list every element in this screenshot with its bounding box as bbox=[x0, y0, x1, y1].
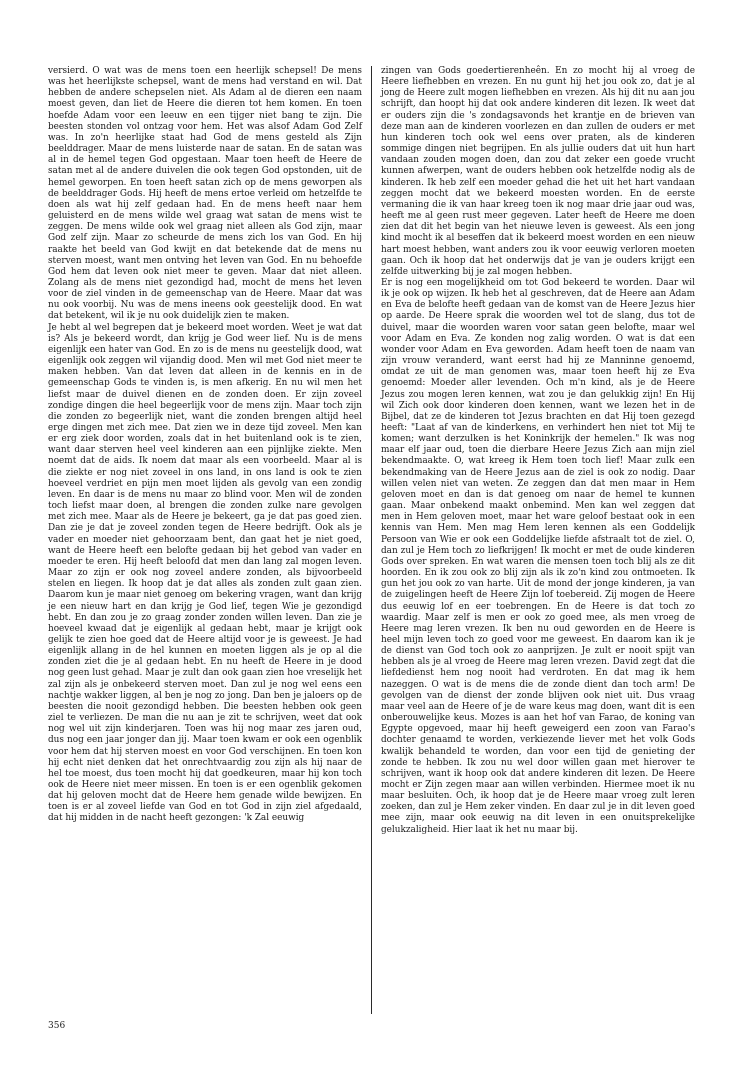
right-column bbox=[381, 66, 695, 836]
paragraph: Er is nog een mogelijkheid om tot God bekeerd te worden. Daar wil ik je ook op wijzen. Ik heb het al geschreven, dat de Heere aan Adam en Eva de belofte heeft gedaan van de komst van de Heere Jezus hier op aarde. De Heere sprak die woorden wel tot de slang, dus tot de duivel, maar die woorden waren voor satan geen belofte, maar wel voor Adam en Eva. Ze konden nog zalig worden. O wat is dat een wonder voor Adam en Eva geworden. Adam heeft toen de naam van zijn vrouw veranderd, want eerst had hij ze Manninne genoemd, omdat ze uit de man genomen was, maar toen heeft hij ze Eva genoemd: Moeder aller levenden. Och m'n kind, als je de Heere Jezus zou mogen leren kennen, wat zou je dan gelukkig zijn! En Hij wil Zich ook door kinderen doen kennen, want we lezen het in de Bijbel, dat ze de kinderen tot Jezus brachten en dat Hij toen gezegd heeft: "Laat af van de kinderkens, en verhindert hen niet tot Mij te komen; want derzulken is het Koninkrijk der hemelen." Ik was nog maar elf jaar oud, toen die dierbare Heere Jezus Zich aan mijn ziel bekendmaakte. O, wat kreeg ik Hem toen toch lief! Maar zulk een bekendmaking van de Heere Jezus aan de ziel is ook zo nodig. Daar willen velen niet van weten. Ze zeggen dan dat men maar in Hem geloven moet en dan is dat genoeg om naar de hemel te kunnen gaan. Maar onbekend maakt onbemind. Men kan wel zeggen dat men in Hem geloven moet, maar het ware geloof bestaat ook in een kennis van Hem. Men mag Hem leren kennen als een Goddelijk Persoon van Wie er ook een Goddelijke liefde afstraalt tot de ziel. O, dan zul je Hem toch zo liefkrijgen! Ik mocht er met de oude kinderen Gods over spreken. En wat waren die mensen toen toch blij als ze dit hoorden. En ik zou ook zo blij zijn als ik zo'n kind zou ontmoeten. Ik gun het jou ook zo van harte. Uit de mond der jonge kinderen, ja van de zuigelingen heeft de Heere Zijn lof toebereid. Zij mogen de Heere dus eeuwig lof en eer toebrengen. En de Heere is dat toch zo waardig. Maar zelf is men er ook zo goed mee, als men vroeg de Heere mag leren vrezen. Ik ben nu oud geworden en de Heere is heel mijn leven toch zo goed voor me geweest. En daarom kan ik je de dienst van God toch ook zo aanprijzen. Je zult er nooit spijt van hebben als je al vroeg de Heere mag leren vrezen. David zegt dat die liefdedienst hem nog nooit had verdroten. En dat mag ik hem nazeggen. O wat is de mens die de zonde dient dan toch arm! De gevolgen van de dienst der zonde blijven ook niet uit. Dus vraag maar veel aan de Heere of je de ware keus mag doen, want dit is een onberouwelijke keus. Mozes is aan het hof van Farao, de koning van Egypte opgevoed, maar hij heeft geweigerd een zoon van Farao's dochter genaamd te worden, verkiezende liever met het volk Gods kwalijk behandeld te worden, dan voor een tijd de genieting der zonde te hebben. Ik zou nu wel door willen gaan met hierover te schrijven, want ik hoop ook dat andere kinderen dit lezen. De Heere mocht er Zijn zegen maar aan willen verbinden. Hiermee moet ik nu maar besluiten. Och, ik hoop dat je de Heere maar vroeg zult leren zoeken, dan zul je Hem zeker vinden. En daar zul je in dit leven goed mee zijn, maar ook eeuwig na dit leven in een onuitsprekelijke gelukzaligheid. Hier laat ik het nu maar bij. bbox=[381, 277, 695, 835]
left-column bbox=[48, 66, 362, 825]
paragraph: Je hebt al wel begrepen dat je bekeerd moet worden. Weet je wat dat is? Als je bekeerd wordt, dan krijg je God weer lief. Nu is de mens eigenlijk een hater van God. En zo is de mens nu geestelijk dood, wat eigenlijk ook zeggen wil vijandig dood. Men wil met God niet meer te maken hebben. Van dat leven dat alleen in de kennis en in de gemeenschap Gods te vinden is, is men afkerig. En nu wil men het liefst maar de duivel dienen en de zonden doen. Er zijn zoveel zondige dingen die heel begeerlijk voor de mens zijn. Maar toch zijn die zonden zo begeerlijk niet, want die zonden brengen altijd heel erge dingen met zich mee. Dat zien we in deze tijd zoveel. Men kan er erg ziek door worden, zoals dat in het buitenland ook is te zien, want daar sterven heel veel kinderen aan een pijnlijke ziekte. Men noemt dat de aids. Ik noem dat maar als een voorbeeld. Maar al is die ziekte er nog niet zoveel in ons land, in ons land is ook te zien hoeveel verdriet en pijn men moet lijden als gevolg van een zondig leven. En daar is de mens nu maar zo blind voor. Men wil de zonden toch liefst maar doen, al brengen die zonden zulke nare gevolgen met zich mee. Maar als de Heere je bekeert, ga je dat pas goed zien. Dan zie je dat je zoveel zonden tegen de Heere bedrijft. Ook als je vader en moeder niet gehoorzaam bent, dan gaat het je niet goed, want de Heere heeft een belofte gedaan bij het gebod van vader en moeder te eren. Hij heeft beloofd dat men dan lang zal mogen leven. Maar zo zijn er ook nog zoveel andere zonden, als bijvoorbeeld stelen en liegen. Ik hoop dat je dat alles als zonden zult gaan zien. Daarom kun je maar niet genoeg om bekering vragen, want dan krijg je een nieuw hart en dan krijg je God lief, tegen Wie je gezondigd hebt. En dan zou je zo graag zonder zonden willen leven. Dan zie je hoeveel kwaad dat je eigenlijk al gedaan hebt, maar je krijgt ook gelijk te zien hoe goed dat de Heere altijd voor je is geweest. Je had eigenlijk allang in de hel kunnen en moeten liggen als je op al die zonden ziet die je al gedaan hebt. En nu heeft de Heere in je dood nog geen lust gehad. Maar je zult dan ook gaan zien hoe vreselijk het zal zijn als je onbekeerd sterven moet. Dan zul je nog wel eens een nachtje wakker liggen, al ben je nog zo jong. Dan ben je jaloers op de beesten die nooit gezondigd hebben. Die beesten hebben ook geen ziel te verliezen. De man die nu aan je zit te schrijven, weet dat ook nog wel uit zijn kinderjaren. Toen was hij nog maar zes jaren oud, dus nog een jaar jonger dan jij. Maar toen kwam er ook een ogenblik voor hem dat hij sterven moest en voor God verschijnen. En toen kon hij echt niet denken dat het onrechtvaardig zou zijn als hij naar de hel toe moest, dus toen mocht hij dat goedkeuren, maar hij kon toch ook de Heere niet meer missen. En toen is er een ogenblik gekomen dat hij geloven mocht dat de Heere hem genade wilde bewijzen. En toen is er al zoveel liefde van God en tot God in zijn ziel afgedaald, dat hij midden in de nacht heeft gezongen: 'k Zal eeuwig bbox=[48, 322, 362, 824]
paragraph: versierd. O wat was de mens toen een heerlijk schepsel! De mens was het heerlijkste schepsel, want de mens had verstand en wil. Dat hebben de andere schepselen niet. Als Adam al de dieren een naam moest geven, dan liet de Heere die dieren tot hem komen. En toen hoefde Adam voor een leeuw en een tijger niet bang te zijn. Die beesten stonden vol ontzag voor hem. Het was alsof Adam God Zelf was. In zo'n heerlijke staat had God de mens gesteld als Zijn beelddrager. Maar de mens luisterde naar de satan. En de satan was al in de hemel tegen God opgestaan. Maar toen heeft de Heere de satan met al de andere duivelen die ook tegen God opstonden, uit de hemel geworpen. En toen heeft satan zich op de mens geworpen als de beelddrager Gods. Hij heeft de mens ertoe verleid om hetzelfde te doen als wat hij zelf gedaan had. En de mens heeft naar hem geluisterd en de mens wilde wel graag wat satan de mens wist te zeggen. De mens wilde ook wel graag niet alleen als God zijn, maar God zelf zijn. Maar zo scheurde de mens zich los van God. En hij raakte het beeld van God kwijt en dat betekende dat de mens nu sterven moest, want men ontving het leven van God. En nu behoefde God hem dat leven ook niet meer te geven. Maar dat niet alleen. Zolang als de mens niet gezondigd had, mocht de mens het leven voor de ziel vinden in de gemeenschap van de Heere. Maar dat was nu ook voorbij. Nu was de mens ineens ook geestelijk dood. En wat dat betekent, wil ik je nu ook duidelijk zien te maken. bbox=[48, 66, 362, 322]
column-divider bbox=[371, 66, 372, 1014]
paragraph: zingen van Gods goedertierenheên. En zo mocht hij al vroeg de Heere liefhebben en vrezen. En nu gunt hij het jou ook zo, dat je al jong de Heere zult mogen liefhebben en vrezen. Als hij dit nu aan jou schrijft, dan hoopt hij dat ook andere kinderen dit lezen. Ik weet dat er ouders zijn die 's zondagsavonds het krantje en de brieven van deze man aan de kinderen voorlezen en dan zullen de ouders er met hun kinderen toch ook wel eens over praten, als de kinderen sommige dingen niet begrijpen. En als jullie ouders dat uit hun hart vandaan zouden mogen doen, dan zou dat zeker een goede vrucht kunnen afwerpen, want de ouders hebben ook hetzelfde nodig als de kinderen. Ik heb zelf een moeder gehad die het uit het hart vandaan zeggen mocht dat we bekeerd moesten worden. En de eerste vermaning die ik van haar kreeg toen ik nog maar drie jaar oud was, heeft me al geen rust meer gegeven. Later heeft de Heere me doen zien dat dit het begin van het nieuwe leven is geweest. Als een jong kind mocht ik al beseffen dat ik bekeerd moest worden en een nieuw hart moest hebben, want anders zou ik voor eeuwig verloren moeten gaan. Och ik hoop dat het onderwijs dat je van je ouders krijgt een zelfde uitwerking bij je zal mogen hebben. bbox=[381, 66, 695, 277]
page-number: 356 bbox=[48, 1021, 66, 1031]
